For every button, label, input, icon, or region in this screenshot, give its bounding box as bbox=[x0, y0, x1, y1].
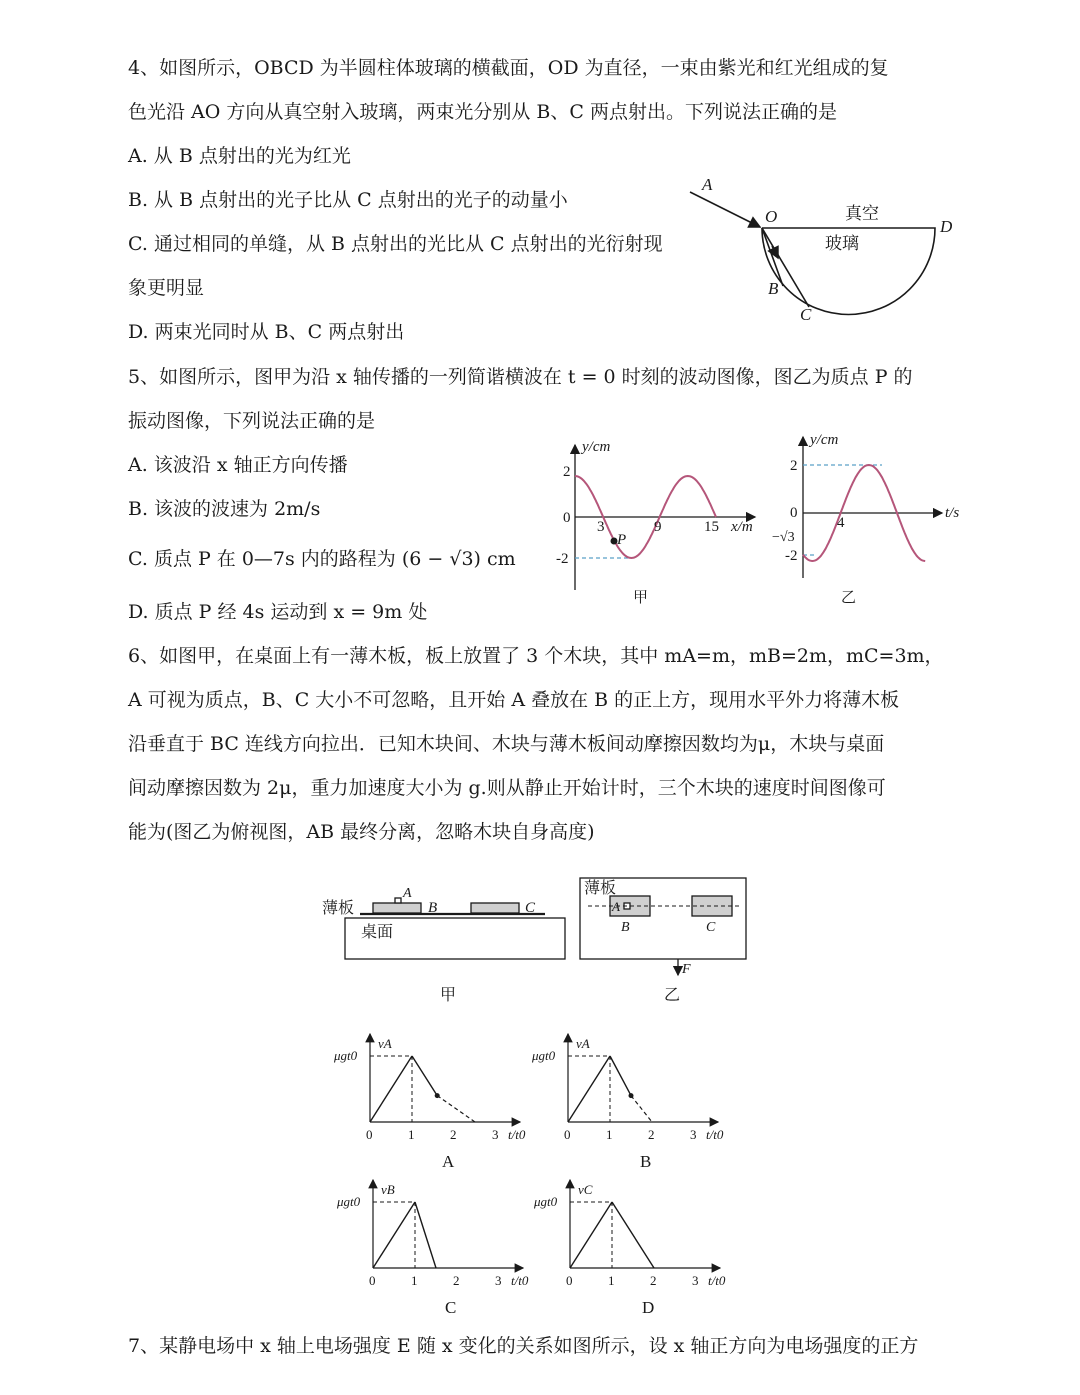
graph-b-tick-0: 0 bbox=[564, 1127, 571, 1142]
graph-a-decel-line bbox=[412, 1056, 437, 1096]
q4-figure bbox=[690, 192, 935, 315]
jia-block-c-label: C bbox=[525, 900, 536, 916]
q5-option-b: B. 该波的波速为 2m/s bbox=[128, 498, 321, 520]
graph-b-tick-2: 2 bbox=[648, 1127, 655, 1142]
yi-force-label: F bbox=[682, 962, 691, 977]
yi-ytick-pos: 2 bbox=[790, 458, 798, 474]
graph-b-xlabel: t/t0 bbox=[706, 1127, 724, 1142]
q6-line4: 间动摩擦因数为 2μ，重力加速度大小为 g.则从静止开始计时，三个木块的速度时间图像可 bbox=[128, 777, 886, 799]
q6-line5: 能为(图乙为俯视图，AB 最终分离，忽略木块自身高度) bbox=[128, 821, 595, 843]
block-a bbox=[395, 898, 401, 903]
graph-a-dash-decel bbox=[437, 1096, 475, 1122]
graph-c-accel-line bbox=[373, 1202, 415, 1268]
graph-b-caption: B bbox=[640, 1152, 652, 1171]
graph-b-tick-3: 3 bbox=[690, 1127, 697, 1142]
q6-jia-caption: 甲 bbox=[440, 987, 457, 1004]
graph-b-accel-line bbox=[568, 1056, 610, 1122]
q6-line3: 沿垂直于 BC 连线方向拉出．已知木块间、木块与薄木板间动摩擦因数均为μ，木块与桌面 bbox=[128, 733, 885, 755]
graph-a-tick-1: 1 bbox=[408, 1127, 415, 1142]
q6-line2: A 可视为质点，B、C 大小不可忽略，且开始 A 叠放在 B 的正上方，现用水平外力将薄木板 bbox=[128, 689, 900, 711]
yi-xlabel: t/s bbox=[945, 505, 960, 521]
q6-yi-caption: 乙 bbox=[664, 987, 681, 1004]
graph-c-ylabel: vB bbox=[381, 1182, 395, 1197]
q5-option-a: A. 该波沿 x 轴正方向传播 bbox=[128, 454, 348, 476]
graph-c-tick-2: 2 bbox=[453, 1273, 460, 1288]
graph-b-tick-1: 1 bbox=[606, 1127, 613, 1142]
q4-option-c-line1: C. 通过相同的单缝，从 B 点射出的光比从 C 点射出的光衍射现 bbox=[128, 233, 663, 255]
jia-caption: 甲 bbox=[633, 590, 649, 606]
incident-ray bbox=[690, 192, 760, 227]
graph-a-ymark: μgt0 bbox=[334, 1048, 358, 1063]
graph-b-ylabel: vA bbox=[576, 1036, 590, 1051]
jia-xtick-3: 3 bbox=[597, 519, 605, 535]
graph-b-dash-decel bbox=[631, 1096, 652, 1122]
graph-d-accel-line bbox=[570, 1202, 612, 1268]
q4-line1: 4、如图所示，OBCD 为半圆柱体玻璃的横截面，OD 为直径，一束由紫光和红光组成的复 bbox=[128, 57, 889, 79]
jia-block-a-label: A bbox=[403, 886, 412, 901]
yi-board-label: 薄板 bbox=[584, 880, 617, 897]
graph-c-ymark: μgt0 bbox=[337, 1194, 361, 1209]
graph-d-xlabel: t/t0 bbox=[708, 1273, 726, 1288]
jia-desk-label: 桌面 bbox=[361, 924, 394, 941]
graph-a-accel-line bbox=[370, 1056, 412, 1122]
q5-option-d: D. 质点 P 经 4s 运动到 x = 9m 处 bbox=[128, 601, 428, 623]
q4-option-b: B. 从 B 点射出的光子比从 C 点射出的光子的动量小 bbox=[128, 189, 568, 211]
q7-line1: 7、某静电场中 x 轴上电场强度 E 随 x 变化的关系如图所示，设 x 轴正方向为电场强度的正方 bbox=[128, 1335, 919, 1357]
graph-a-ylabel: vA bbox=[378, 1036, 392, 1051]
block-c bbox=[471, 903, 519, 913]
graph-a-xlabel: t/t0 bbox=[508, 1127, 526, 1142]
graph-d-tick-0: 0 bbox=[566, 1273, 573, 1288]
yi-xtick-4: 4 bbox=[837, 515, 845, 531]
jia-block-b-label: B bbox=[428, 900, 438, 916]
jia-board-label: 薄板 bbox=[322, 900, 355, 917]
graph-c-tick-1: 1 bbox=[411, 1273, 418, 1288]
graph-d-ymark: μgt0 bbox=[534, 1194, 558, 1209]
graph-a-tick-0: 0 bbox=[366, 1127, 373, 1142]
yi-origin: 0 bbox=[790, 505, 798, 521]
vt-graphs bbox=[333, 1034, 726, 1317]
q4-label-glass: 玻璃 bbox=[825, 234, 859, 253]
graph-d-decel-line bbox=[612, 1202, 654, 1268]
q6-line1: 6、如图甲，在桌面上有一薄木板，板上放置了 3 个木块，其中 mA=m，mB=2m，mC=3m， bbox=[128, 645, 944, 667]
q5-option-c: C. 质点 P 在 0—7s 内的路程为 (6 − √3) cm bbox=[128, 548, 516, 570]
graph-a-caption: A bbox=[442, 1152, 455, 1171]
graph-b-decel-line bbox=[610, 1056, 631, 1096]
jia-xtick-9: 9 bbox=[654, 519, 662, 535]
jia-xlabel: x/m bbox=[731, 519, 753, 535]
jia-xtick-15: 15 bbox=[704, 519, 719, 535]
graph-c-tick-3: 3 bbox=[495, 1273, 502, 1288]
yi-ytick-neg: -2 bbox=[785, 548, 798, 564]
graph-d-tick-1: 1 bbox=[608, 1273, 615, 1288]
q4-label-d: D bbox=[940, 217, 953, 236]
jia-origin: 0 bbox=[563, 510, 571, 526]
graph-a-tick-2: 2 bbox=[450, 1127, 457, 1142]
yi-ytick-root3: −√3 bbox=[772, 530, 795, 545]
yi-ylabel: y/cm bbox=[810, 432, 839, 448]
q4-label-o: O bbox=[765, 207, 778, 226]
q4-label-a: A bbox=[702, 175, 713, 194]
q4-label-vacuum: 真空 bbox=[845, 204, 879, 223]
q4-label-b: B bbox=[768, 279, 779, 298]
graph-d-tick-2: 2 bbox=[650, 1273, 657, 1288]
block-b bbox=[373, 903, 421, 913]
jia-ytick-neg: -2 bbox=[556, 551, 569, 567]
jia-label-p: P bbox=[617, 532, 627, 548]
q5-line1: 5、如图所示，图甲为沿 x 轴传播的一列简谐横波在 t = 0 时刻的波动图像，图乙为质点 P 的 bbox=[128, 366, 913, 388]
q4-option-c-line2: 象更明显 bbox=[128, 277, 205, 299]
q4-option-d: D. 两束光同时从 B、C 两点射出 bbox=[128, 321, 405, 343]
graph-d-ylabel: vC bbox=[578, 1182, 593, 1197]
q5-fig-yi bbox=[803, 437, 942, 578]
graph-c-caption: C bbox=[445, 1298, 457, 1317]
yi-caption: 乙 bbox=[841, 590, 857, 606]
graph-c-tick-0: 0 bbox=[369, 1273, 376, 1288]
yi-block-b-label: B bbox=[621, 920, 630, 935]
q4-line2: 色光沿 AO 方向从真空射入玻璃，两束光分别从 B、C 两点射出。下列说法正确的是 bbox=[128, 101, 837, 123]
q5-fig-jia bbox=[575, 445, 755, 590]
graph-a-tick-3: 3 bbox=[492, 1127, 499, 1142]
yi-block-a-label: A bbox=[612, 899, 620, 914]
jia-ytick-pos: 2 bbox=[563, 464, 571, 480]
graph-d-caption: D bbox=[642, 1298, 655, 1317]
jia-ylabel: y/cm bbox=[582, 439, 611, 455]
q4-option-a: A. 从 B 点射出的光为红光 bbox=[128, 145, 351, 167]
q5-line2: 振动图像，下列说法正确的是 bbox=[128, 410, 376, 432]
yi-block-c-label: C bbox=[706, 920, 716, 935]
graph-c-decel-line bbox=[415, 1202, 436, 1268]
block-c-top bbox=[692, 896, 732, 916]
graph-d-tick-3: 3 bbox=[692, 1273, 699, 1288]
graph-c-xlabel: t/t0 bbox=[511, 1273, 529, 1288]
q4-label-c: C bbox=[800, 305, 812, 324]
graph-b-ymark: μgt0 bbox=[532, 1048, 556, 1063]
